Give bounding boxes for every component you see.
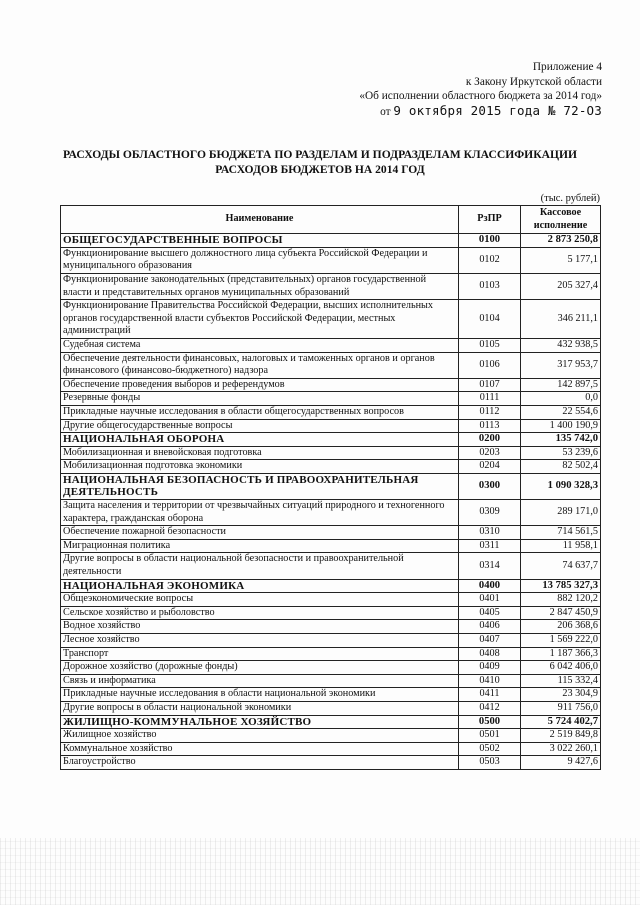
table-row — [61, 526, 601, 540]
row-name: Мобилизационная подготовка экономики — [61, 460, 459, 474]
table-row — [61, 647, 601, 661]
row-code: 0103 — [459, 273, 521, 299]
row-name: Благоустройство — [61, 756, 459, 770]
row-amount: 289 171,0 — [521, 500, 601, 526]
row-amount: 22 554,6 — [521, 405, 601, 419]
row-name: Связь и информатика — [61, 674, 459, 688]
table-row — [61, 701, 601, 715]
appendix-number: Приложение 4 — [532, 61, 602, 73]
row-code: 0412 — [459, 701, 521, 715]
row-name: Обеспечение деятельности финансовых, налоговых и таможенных органов и органов финансового (финансово-бюджетного) надзора — [61, 352, 459, 378]
row-name: Прикладные научные исследования в области общегосударственных вопросов — [61, 405, 459, 419]
row-code: 0406 — [459, 620, 521, 634]
row-amount: 882 120,2 — [521, 593, 601, 607]
row-code: 0204 — [459, 460, 521, 474]
row-code: 0112 — [459, 405, 521, 419]
row-code: 0409 — [459, 661, 521, 675]
row-code: 0314 — [459, 553, 521, 579]
row-amount: 911 756,0 — [521, 701, 601, 715]
table-row — [61, 634, 601, 648]
table-header-row — [61, 206, 601, 234]
row-name: Другие вопросы в области национальной безопасности и правоохранительной деятельности — [61, 553, 459, 579]
appendix-date — [282, 104, 602, 120]
row-name: Защита населения и территории от чрезвычайных ситуаций природного и техногенного характера, гражданская оборона — [61, 500, 459, 526]
budget-table — [60, 205, 601, 770]
table-row — [61, 446, 601, 460]
row-code: 0200 — [459, 433, 521, 447]
row-code: 0105 — [459, 338, 521, 352]
row-code: 0310 — [459, 526, 521, 540]
date-prefix: от — [380, 105, 391, 118]
row-amount: 135 742,0 — [521, 433, 601, 447]
row-name: Жилищное хозяйство — [61, 729, 459, 743]
row-code: 0407 — [459, 634, 521, 648]
row-name: Функционирование законодательных (представительных) органов государственной власти и представительных органов муниципальных образований — [61, 273, 459, 299]
row-name: Лесное хозяйство — [61, 634, 459, 648]
row-amount: 317 953,7 — [521, 352, 601, 378]
row-amount: 1 090 328,3 — [521, 473, 601, 499]
row-amount: 82 502,4 — [521, 460, 601, 474]
appendix-law-title: «Об исполнении областного бюджета за 2014 год» — [359, 90, 602, 102]
appendix-law: к Закону Иркутской области — [465, 75, 602, 88]
row-amount: 2 873 250,8 — [521, 234, 601, 248]
row-code: 0100 — [459, 234, 521, 248]
row-name: НАЦИОНАЛЬНАЯ ОБОРОНА — [61, 433, 459, 447]
row-code: 0501 — [459, 729, 521, 743]
row-code: 0300 — [459, 473, 521, 499]
section-row — [61, 473, 601, 499]
table-row — [61, 661, 601, 675]
section-row — [61, 715, 601, 729]
scan-noise — [0, 838, 640, 905]
row-code: 0401 — [459, 593, 521, 607]
row-amount: 206 368,6 — [521, 620, 601, 634]
row-code: 0106 — [459, 352, 521, 378]
table-row — [61, 405, 601, 419]
row-code: 0502 — [459, 742, 521, 756]
row-code: 0503 — [459, 756, 521, 770]
row-amount: 714 561,5 — [521, 526, 601, 540]
row-amount: 0,0 — [521, 392, 601, 406]
row-name: Транспорт — [61, 647, 459, 661]
row-code: 0400 — [459, 579, 521, 593]
table-row — [61, 338, 601, 352]
document-title — [40, 147, 600, 177]
row-amount: 23 304,9 — [521, 688, 601, 702]
column-header-amount: Кассовое исполнение — [521, 206, 601, 234]
units-label: (тыс. рублей) — [540, 193, 600, 204]
table-body — [61, 234, 601, 770]
row-name: Миграционная политика — [61, 539, 459, 553]
row-code: 0111 — [459, 392, 521, 406]
section-row — [61, 234, 601, 248]
row-name: Водное хозяйство — [61, 620, 459, 634]
date-stamp: 9 октября 2015 года № 72-ОЗ — [393, 102, 602, 118]
table-row — [61, 247, 601, 273]
row-name: Обеспечение пожарной безопасности — [61, 526, 459, 540]
table-row — [61, 742, 601, 756]
row-code: 0309 — [459, 500, 521, 526]
table-row — [61, 729, 601, 743]
table-row — [61, 460, 601, 474]
row-amount: 1 187 366,3 — [521, 647, 601, 661]
row-code: 0104 — [459, 300, 521, 339]
row-amount: 3 022 260,1 — [521, 742, 601, 756]
row-name: Функционирование высшего должностного лица субъекта Российской Федерации и муниципального образования — [61, 247, 459, 273]
table-row — [61, 352, 601, 378]
row-amount: 1 400 190,9 — [521, 419, 601, 433]
table-row — [61, 378, 601, 392]
row-name: Обеспечение проведения выборов и референдумов — [61, 378, 459, 392]
row-code: 0102 — [459, 247, 521, 273]
row-name: Дорожное хозяйство (дорожные фонды) — [61, 661, 459, 675]
column-header-name: Наименование — [61, 206, 459, 234]
row-name: Прикладные научные исследования в области национальной экономики — [61, 688, 459, 702]
row-amount: 432 938,5 — [521, 338, 601, 352]
row-name: Коммунальное хозяйство — [61, 742, 459, 756]
row-name: Функционирование Правительства Российской Федерации, высших исполнительных органов государственной власти субъектов Российской Федерации, местных администраций — [61, 300, 459, 339]
row-amount: 142 897,5 — [521, 378, 601, 392]
table-row — [61, 756, 601, 770]
appendix-header — [282, 60, 602, 119]
row-amount: 346 211,1 — [521, 300, 601, 339]
row-code: 0107 — [459, 378, 521, 392]
section-row — [61, 433, 601, 447]
table-row — [61, 553, 601, 579]
row-code: 0113 — [459, 419, 521, 433]
table-row — [61, 419, 601, 433]
row-code: 0408 — [459, 647, 521, 661]
table-row — [61, 539, 601, 553]
row-code: 0410 — [459, 674, 521, 688]
row-amount: 13 785 327,3 — [521, 579, 601, 593]
title-line-2: РАСХОДОВ БЮДЖЕТОВ НА 2014 ГОД — [215, 163, 425, 176]
table-row — [61, 300, 601, 339]
row-name: ЖИЛИЩНО-КОММУНАЛЬНОЕ ХОЗЯЙСТВО — [61, 715, 459, 729]
row-amount: 53 239,6 — [521, 446, 601, 460]
row-amount: 5 177,1 — [521, 247, 601, 273]
table-row — [61, 273, 601, 299]
row-code: 0411 — [459, 688, 521, 702]
row-amount: 6 042 406,0 — [521, 661, 601, 675]
table-row — [61, 392, 601, 406]
row-code: 0405 — [459, 606, 521, 620]
table-row — [61, 688, 601, 702]
row-amount: 5 724 402,7 — [521, 715, 601, 729]
row-name: НАЦИОНАЛЬНАЯ БЕЗОПАСНОСТЬ И ПРАВООХРАНИТЕЛЬНАЯ ДЕЯТЕЛЬНОСТЬ — [61, 473, 459, 499]
row-amount: 2 519 849,8 — [521, 729, 601, 743]
row-name: Судебная система — [61, 338, 459, 352]
row-name: ОБЩЕГОСУДАРСТВЕННЫЕ ВОПРОСЫ — [61, 234, 459, 248]
title-line-1: РАСХОДЫ ОБЛАСТНОГО БЮДЖЕТА ПО РАЗДЕЛАМ И ПОДРАЗДЕЛАМ КЛАССИФИКАЦИИ — [62, 148, 578, 161]
row-name: Сельское хозяйство и рыболовство — [61, 606, 459, 620]
table-row — [61, 593, 601, 607]
row-name: НАЦИОНАЛЬНАЯ ЭКОНОМИКА — [61, 579, 459, 593]
row-name: Мобилизационная и вневойсковая подготовка — [61, 446, 459, 460]
column-header-code: РзПР — [459, 206, 521, 234]
row-name: Общеэкономические вопросы — [61, 593, 459, 607]
table-row — [61, 674, 601, 688]
section-row — [61, 579, 601, 593]
row-code: 0203 — [459, 446, 521, 460]
row-name: Другие общегосударственные вопросы — [61, 419, 459, 433]
table-row — [61, 620, 601, 634]
row-amount: 2 847 450,9 — [521, 606, 601, 620]
row-amount: 11 958,1 — [521, 539, 601, 553]
row-amount: 1 569 222,0 — [521, 634, 601, 648]
row-amount: 115 332,4 — [521, 674, 601, 688]
row-amount: 205 327,4 — [521, 273, 601, 299]
row-amount: 9 427,6 — [521, 756, 601, 770]
row-code: 0500 — [459, 715, 521, 729]
row-amount: 74 637,7 — [521, 553, 601, 579]
row-code: 0311 — [459, 539, 521, 553]
row-name: Другие вопросы в области национальной экономики — [61, 701, 459, 715]
table-row — [61, 606, 601, 620]
table-row — [61, 500, 601, 526]
row-name: Резервные фонды — [61, 392, 459, 406]
